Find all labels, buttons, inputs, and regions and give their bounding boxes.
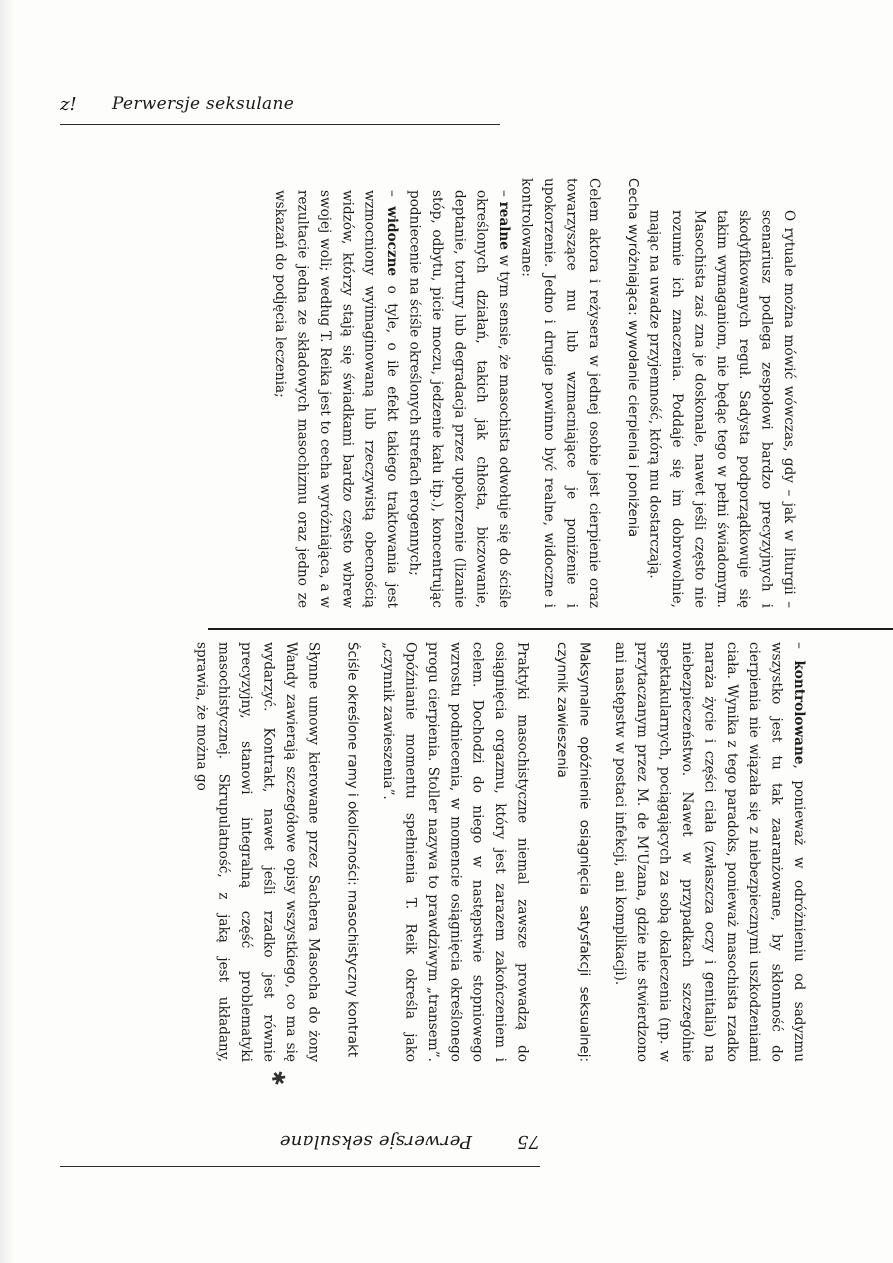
bullet-text-real: w tym sensie, że masochista odwołuje się do ściśle określonych działań, takich jak chłosta, biczowanie, deptanie, tortury lub degradacja przez upokorzenie (lizanie stóp, odbytu, picie moczu, jedzenie kału itp.), koncentrując podniecenie na ściśle określonych strefach erogennych;	[406, 190, 513, 608]
lower-page-number: 75	[517, 1131, 540, 1152]
page-divider	[208, 628, 893, 630]
upper-page-running-title: Perwersje seksulane	[112, 94, 295, 114]
bullet-controlled	[608, 642, 810, 1062]
binding-shadow	[0, 0, 14, 1263]
upper-page-number: z!	[60, 94, 77, 115]
upper-page-header	[60, 92, 500, 125]
section-heading-suffering: Cecha wyróżniająca: wywołanie cierpienia i poniżenia	[625, 178, 641, 538]
section-heading-delay: Maksymalne opóźnienie osiągnięcia satysfakcji seksualnej: czynnik zawieszenia	[553, 642, 592, 1062]
bullet-marker: –	[384, 190, 401, 197]
bullet-marker: –	[791, 642, 807, 649]
bullet-marker: –	[496, 190, 513, 197]
ink-smudge-icon: ✱	[267, 1066, 290, 1092]
paragraph-goal: Celem aktora i reżysera w jednej osobie jest cierpienie oraz towarzyszące mu lub wzmacniające je poniżenie i upokorzenie. Jedno i drugie powinno być realne, widoczne i kontrolowane:	[518, 178, 602, 608]
lower-page-running-title: Perwersje seksulane	[279, 1131, 472, 1152]
bullet-visible	[269, 190, 403, 608]
paragraph-contracts: Słynne umowy kierowane przez Sachera Masocha do żony Wandy zawierają szczegółowe opisy wszystkiego, co ma się wydarzyć. Kontrakt, nawet jeśli rzadko jest równie precyzyjny, stanowi integralną część problematyki masochistycznej. Skrupulatność, z jaką jest układany, sprawia, że można go	[193, 642, 322, 1062]
bullet-lead-controlled: kontrolowane	[791, 660, 807, 765]
bullet-lead-real: realne	[496, 201, 513, 250]
paragraph-ritual: O rytuale można mówić wówczas, gdy – jak w liturgii – scenariusz podlega zespołowi bardzo precyzyjnych i skodyfikowanych reguł. Sadysta podporządkowuje się takim wymaganiom, nie będąc tego w pełni świadomym. Masochista zaś zna je doskonale, nawet jeśli często nie rozumie ich znaczenia. Poddaje się im dobrowolnie, mając na uwadze przyjemność, którą mu dostarczają.	[646, 210, 797, 608]
lower-page-body	[92, 642, 810, 1062]
paragraph-practices: Praktyki masochistyczne niemal zawsze prowadzą do osiągnięcia orgazmu, który jest zarazem zakończeniem i celem. Dochodzi do niego w następstwie stopniowego wzrostu podniecenia, w momencie osiągnięcia określonego progu cierpienia. Stoller nazywa to prawdziwym „transem”. Opóźnianie momentu spełnienia T. Reik określa jako „czynnik zawieszenia”.	[380, 642, 531, 1062]
lower-page-header	[60, 1120, 540, 1167]
bullet-text-visible: o tyle, o ile efekt takiego traktowania jest wzmocniony wyimaginowaną lub rzeczywistą obecnością widzów, którzy stają się świadkami bardzo często wbrew swojej woli; według T. Reika jest to cecha wyróżniająca, a w rezultacie jedna ze składowych masochizmu oraz jedno ze wskazań do podjęcia leczenia;	[272, 190, 401, 608]
bullet-text-controlled: , ponieważ w odróżnieniu od sadyzmu wszystko jest tu tak zaaranżowane, by skłonność do cierpienia nie wiązała się z niebezpiecznymi uszkodzeniami ciała. Wynika z tego paradoks, ponieważ masochista rzadko naraża życie i części ciała (zwłaszcza oczy i genitalia) na niebezpieczeństwo. Nawet w przypadkach szczególnie spektakularnych, pociągających za sobą okaleczenia (np. w przytaczanym przez M. de M'Uzana, gdzie nie stwierdzono ani następstw w postaci infekcji, ani komplikacji).	[611, 642, 807, 1062]
section-heading-contract: Ściśle określone ramy i okoliczności: masochistyczny kontrakt	[344, 642, 360, 1058]
upper-page-body	[100, 178, 800, 608]
bullet-lead-visible: widoczne	[384, 206, 401, 277]
bullet-real	[403, 190, 515, 608]
